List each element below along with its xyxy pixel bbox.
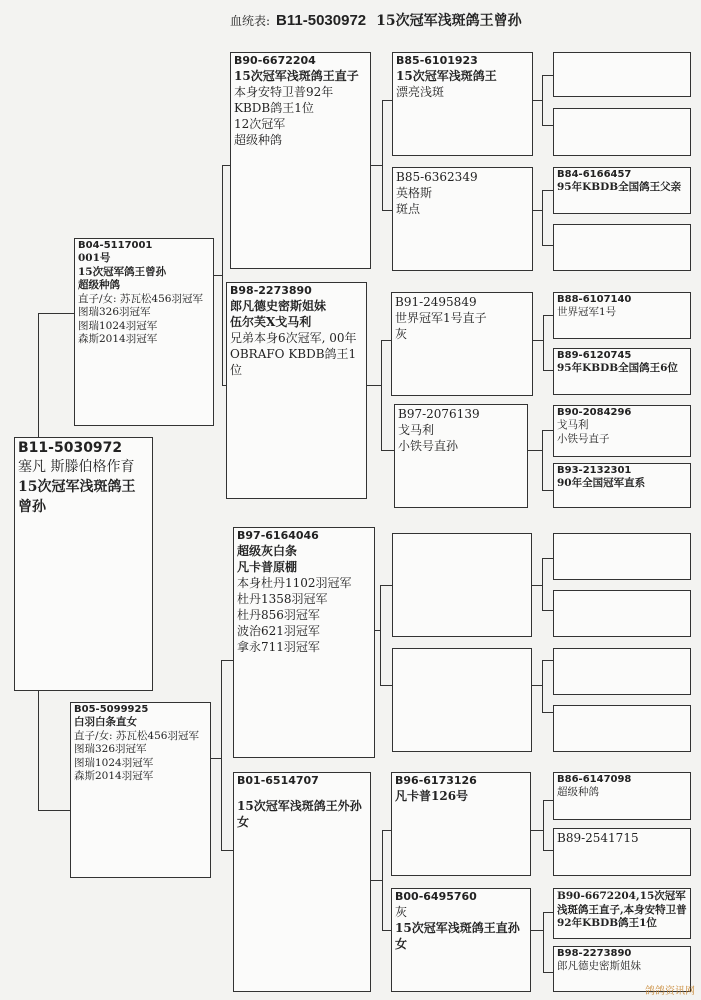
g5-box — [553, 52, 691, 97]
ring-number: B88-6107140 — [557, 294, 632, 305]
info-line: 直子/女: 苏瓦松456羽冠军 — [78, 292, 203, 305]
sdd-box — [394, 404, 528, 508]
ring-number: B97-6164046 — [237, 529, 319, 542]
info-line: 戈马利 — [398, 423, 435, 437]
dsd-box — [392, 648, 532, 752]
info-line: 凡卡普原棚 — [237, 560, 298, 574]
info-line: 拿永711羽冠军 — [237, 640, 320, 654]
info-line: 斑点 — [396, 202, 421, 216]
sss-box — [392, 52, 533, 156]
info-line: 小铁号直孙 — [398, 439, 459, 453]
info-line: 95年KBDB全国鸽王6位 — [557, 362, 678, 374]
info-line: 15次冠军浅斑鸽王外孙女 — [237, 799, 362, 829]
ring-number: B91-2495849 — [395, 295, 477, 309]
subject-bird-box — [14, 437, 153, 691]
dam-sire-box — [233, 527, 375, 758]
dam-dam-box — [233, 772, 371, 992]
info-line: 波治621羽冠军 — [237, 624, 320, 638]
info-line: 15次冠军浅斑鸽王 — [396, 69, 497, 83]
info-line: 超级种鸽 — [78, 279, 120, 291]
ring-number: B84-6166457 — [557, 169, 632, 180]
info-line: 世界冠军1号 — [557, 306, 617, 318]
g5-box — [553, 108, 691, 156]
info-line: 超级种鸽 — [557, 786, 599, 798]
g5-box — [553, 348, 691, 395]
info-line: 15次冠军鸽王曾孙 — [78, 265, 167, 278]
info-line: 灰 — [395, 327, 408, 341]
info-line: 郎凡德史密斯姐妹 — [230, 299, 327, 313]
dss-box — [392, 533, 532, 637]
ring-number: B89-6120745 — [557, 350, 632, 361]
ring-number: B04-5117001 — [78, 240, 153, 251]
ring-number: B90-6672204 — [234, 54, 316, 67]
info-line: KBDB鸽王1位 — [234, 101, 314, 115]
ring-number: B85-6362349 — [396, 170, 478, 184]
g5-box — [553, 292, 691, 339]
info-line: 凡卡普126号 — [395, 789, 469, 803]
info-line: 塞凡 斯滕伯格作育 — [18, 459, 135, 475]
ring-number: B98-2273890 — [230, 284, 312, 297]
info-line: 本身杜丹1102羽冠军 — [237, 576, 352, 590]
info-line: 95年KBDB全国鸽王父亲 — [557, 181, 682, 193]
g5-box — [553, 167, 691, 214]
g5-box — [553, 888, 691, 939]
info-line: 森斯2014羽冠军 — [78, 333, 158, 345]
info-line: 15次冠军浅斑鸽王直子 — [234, 69, 359, 83]
info-line: 杜丹856羽冠军 — [237, 608, 320, 622]
ring-number: B90-2084296 — [557, 407, 632, 418]
ring-number: B98-2273890 — [557, 948, 632, 959]
info-line: 12次冠军 — [234, 117, 286, 131]
info-line: 001号 — [78, 252, 111, 264]
info-line: 90年全国冠军直系 — [557, 477, 646, 489]
info-line: 郎凡德史密斯姐妹 — [557, 960, 641, 972]
info-line: 杜丹1358羽冠军 — [237, 592, 328, 606]
g5-box — [553, 828, 691, 876]
sire-box — [74, 238, 214, 426]
dam-box — [70, 702, 211, 878]
ring-number: B01-6514707 — [237, 774, 319, 787]
g5-box — [553, 405, 691, 457]
info-line: 15次冠军浅斑鸽王直孙女 — [395, 921, 520, 951]
info-line: 伍尔芙X戈马利 — [230, 315, 312, 329]
info-line: 森斯2014羽冠军 — [74, 770, 154, 782]
ddd-box — [391, 888, 531, 992]
title-ring-number: B11-5030972 — [276, 12, 367, 29]
dds-box — [391, 772, 531, 876]
info-line: B89-2541715 — [557, 831, 639, 845]
info-line: 图瑞326羽冠军 — [78, 306, 151, 318]
sire-dam-box — [226, 282, 367, 499]
title-prefix: 血统表: — [230, 14, 271, 28]
sire-sire-box — [230, 52, 371, 269]
info-line: 图瑞1024羽冠军 — [78, 319, 158, 332]
info-line: 15次冠军浅斑鸽王曾孙 — [18, 479, 136, 515]
ring-number: B05-5099925 — [74, 704, 149, 715]
info-line: 图瑞1024羽冠军 — [74, 756, 154, 769]
info-line: 戈马利 — [557, 419, 589, 431]
g5-box — [553, 705, 691, 752]
info-line: 世界冠军1号直子 — [395, 311, 487, 325]
info-line: 英格斯 — [396, 186, 433, 200]
info-line: 漂亮浅斑 — [396, 85, 445, 99]
pedigree-title — [230, 10, 670, 32]
ssd-box — [392, 167, 533, 271]
info-line: 小铁号直子 — [557, 432, 610, 445]
g5-box — [553, 648, 691, 695]
ring-number: B85-6101923 — [396, 54, 478, 67]
info-line: 超级灰白条 — [237, 544, 298, 558]
g5-box — [553, 224, 691, 271]
info-line: 兄弟本身6次冠军, 00年OBRAFO KBDB鸽王1位 — [230, 331, 357, 377]
info-line: 图瑞326羽冠军 — [74, 743, 147, 755]
g5-box — [553, 463, 691, 508]
sds-box — [391, 292, 533, 396]
ring-number: B00-6495760 — [395, 890, 477, 903]
info-line: 本身安特卫普92年 — [234, 85, 334, 99]
info-line: 灰 — [395, 905, 408, 919]
info-line: 超级种鸽 — [234, 133, 283, 147]
info-line: B90-6672204,15次冠军浅斑鸽王直子,本身安特卫普92年KBDB鸽王1位 — [557, 890, 687, 929]
ring-number: B11-5030972 — [18, 440, 123, 456]
info-line: 直子/女: 苏瓦松456羽冠军 — [74, 729, 199, 742]
g5-box — [553, 772, 691, 820]
ring-number: B96-6173126 — [395, 774, 477, 787]
ring-number: B97-2076139 — [398, 407, 480, 421]
ring-number: B93-2132301 — [557, 465, 632, 476]
site-watermark: 鸽鸽资讯网 — [645, 986, 695, 997]
g5-box — [553, 533, 691, 580]
g5-box — [553, 590, 691, 637]
title-description: 15次冠军浅斑鸽王曾孙 — [376, 13, 522, 29]
ring-number: B86-6147098 — [557, 774, 632, 785]
info-line: 白羽白条直女 — [74, 716, 137, 728]
